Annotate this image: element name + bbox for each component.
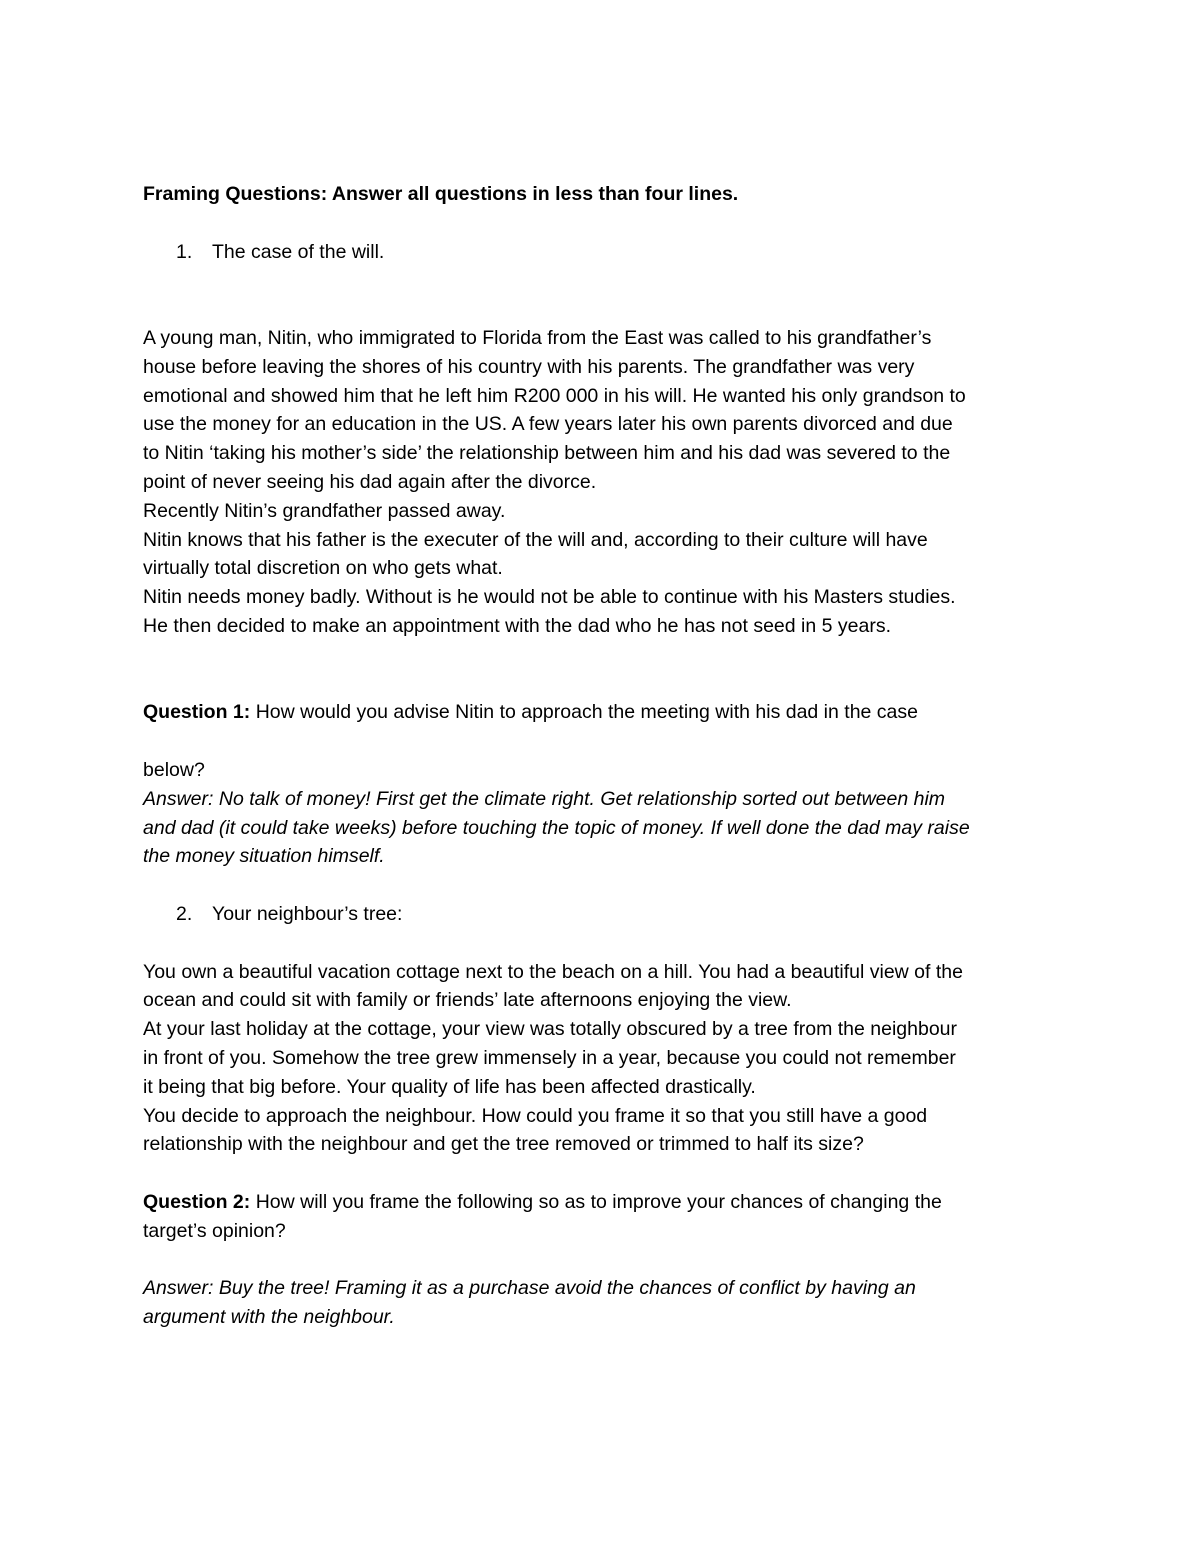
section-2-title [143, 900, 1073, 929]
story-line: Nitin needs money badly. Without is he would not be able to continue with his Masters studies. [143, 586, 956, 609]
story-line: He then decided to make an appointment with the dad who he has not seed in 5 years. [143, 614, 891, 637]
question-1-colon: : [243, 701, 251, 724]
question-1-continuation: below? [143, 758, 205, 781]
story-line: Nitin knows that his father is the executer of the will and, according to their culture will have [143, 528, 928, 551]
story-line: You own a beautiful vacation cottage next to the beach on a hill. You had a beautiful view of the [143, 960, 963, 983]
story-line: to Nitin ‘taking his mother’s side’ the relationship between him and his dad was severed to the [143, 442, 951, 465]
question-1-text: How would you advise Nitin to approach the meeting with his dad in the case [250, 701, 918, 724]
question-2-label: Question 2 [143, 1190, 244, 1213]
story-line: virtually total discretion on who gets what. [143, 557, 503, 580]
story-line: Recently Nitin’s grandfather passed away. [143, 499, 506, 522]
story-line: in front of you. Somehow the tree grew immensely in a year, because you could not remember [143, 1046, 956, 1069]
section-2-number: 2. [176, 902, 193, 925]
answer-1 [143, 785, 1073, 871]
story-line: A young man, Nitin, who immigrated to Florida from the East was called to his grandfather’s [143, 326, 932, 349]
answer-line: argument with the neighbour. [143, 1306, 395, 1329]
answer-line: and dad (it could take weeks) before touching the topic of money. If well done the dad may raise [143, 816, 970, 839]
section-1-story [143, 324, 1073, 641]
section-2-story [143, 958, 1073, 1160]
question-2-text: How will you frame the following so as to improve your chances of changing the [250, 1190, 942, 1213]
section-1-number: 1. [176, 240, 193, 263]
answer-line: Answer: No talk of money! First get the climate right. Get relationship sorted out between him [143, 787, 946, 810]
story-line: use the money for an education in the US. A few years later his own parents divorced and due [143, 413, 953, 436]
page-heading: Framing Questions: Answer all questions in less than four lines. [143, 183, 739, 205]
answer-line: Answer: Buy the tree! Framing it as a purchase avoid the chances of conflict by having an [143, 1277, 916, 1300]
answer-2 [143, 1274, 1073, 1332]
section-1-title [143, 238, 1073, 267]
story-line: relationship with the neighbour and get the tree removed or trimmed to half its size? [143, 1133, 864, 1156]
question-1-label: Question 1 [143, 701, 244, 724]
document-body [143, 180, 1073, 1332]
story-line: it being that big before. Your quality of life has been affected drastically. [143, 1075, 756, 1098]
section-1-label: The case of the will. [212, 240, 385, 263]
section-2-label: Your neighbour’s tree: [212, 902, 403, 925]
story-line: At your last holiday at the cottage, your view was totally obscured by a tree from the neighbour [143, 1018, 958, 1041]
story-line: ocean and could sit with family or friends’ late afternoons enjoying the view. [143, 989, 792, 1012]
question-2-continuation: target’s opinion? [143, 1219, 286, 1242]
question-1 [143, 698, 1073, 727]
story-line: house before leaving the shores of his country with his parents. The grandfather was very [143, 355, 915, 378]
question-2-colon: : [243, 1190, 251, 1213]
story-line: emotional and showed him that he left him R200 000 in his will. He wanted his only grandson to [143, 384, 966, 407]
question-2 [143, 1188, 1073, 1217]
story-line: point of never seeing his dad again after the divorce. [143, 470, 597, 493]
story-line: You decide to approach the neighbour. How could you frame it so that you still have a good [143, 1104, 928, 1127]
answer-line: the money situation himself. [143, 845, 385, 868]
